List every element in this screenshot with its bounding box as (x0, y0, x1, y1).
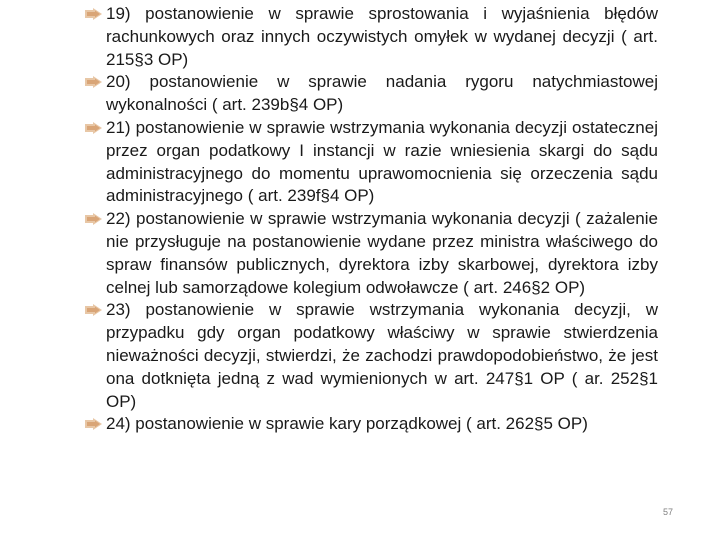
arrow-bullet-icon (84, 76, 103, 88)
item-text: 21) postanowienie w sprawie wstrzymania wykonania decyzji ostatecznej przez organ podatkowy I instancji w razie wniesienia skargi do sądu administracyjnego do momentu uprawomocnienia się orzeczenia sądu administracyjnego ( art. 239f§4 OP) (106, 117, 658, 206)
item-text: 22) postanowienie w sprawie wstrzymania wykonania decyzji ( zażalenie nie przysługuje na postanowienie wydane przez ministra właściwego do spraw finansów publicznych, dyrektora izby skarbowej, dyrektora izby celnej lub samorządowe kolegium odwoławcze ( art. 246§2 OP) (106, 209, 658, 297)
list-item (84, 117, 658, 208)
bullet-list (84, 3, 658, 436)
list-item (84, 413, 658, 436)
list-item (84, 208, 658, 299)
arrow-bullet-icon (84, 8, 103, 20)
list-item (84, 3, 658, 71)
list-item (84, 71, 658, 117)
arrow-bullet-icon (84, 122, 103, 134)
list-item (84, 299, 658, 413)
item-text: 23) postanowienie w sprawie wstrzymania wykonania decyzji, w przypadku gdy organ podatkowy właściwy w sprawie stwierdzenia nieważności decyzji, stwierdzi, że zachodzi prawdopodobieństwo, że jest ona dotknięta jedną z wad wymienionych w art. 247§1 OP ( ar. 252§1 OP) (106, 300, 658, 411)
arrow-bullet-icon (84, 213, 103, 225)
arrow-bullet-icon (84, 304, 103, 316)
item-text: 20) postanowienie w sprawie nadania rygoru natychmiastowej wykonalności ( art. 239b§4 OP) (106, 72, 658, 115)
item-text: 19) postanowienie w sprawie sprostowania i wyjaśnienia błędów rachunkowych oraz innych oczywistych omyłek w wydanej decyzji ( art. 215§3 OP) (106, 4, 658, 69)
page-number: 57 (663, 507, 674, 517)
arrow-bullet-icon (84, 418, 103, 430)
item-text: 24) postanowienie w sprawie kary porządkowej ( art. 262§5 OP) (106, 414, 588, 434)
